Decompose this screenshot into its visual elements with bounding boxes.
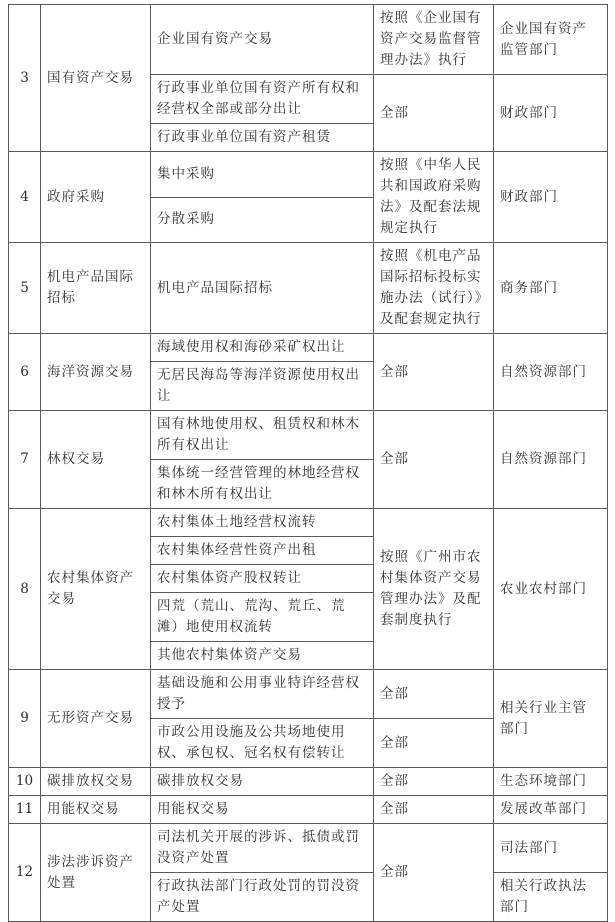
cell-department: 发展改革部门	[494, 796, 608, 824]
cell-item: 农村集体资产股权转让	[151, 565, 374, 593]
cell-item: 农村集体土地经营权流转	[151, 509, 374, 537]
cell-department: 自然资源部门	[494, 411, 608, 509]
cell-item: 碳排放权交易	[151, 768, 374, 796]
cell-category: 碳排放权交易	[41, 768, 151, 796]
cell-basis: 按照《广州市农村集体资产交易管理办法》及配套制度执行	[374, 509, 494, 670]
cell-item: 集体统一经营管理的林地经营权和林木所有权出让	[151, 460, 374, 509]
cell-item: 基础设施和公用事业特许经营权授予	[151, 670, 374, 719]
table-row	[9, 670, 608, 719]
cell-category: 无形资产交易	[41, 670, 151, 768]
table-row	[9, 334, 608, 362]
cell-department: 相关行政执法部门	[494, 873, 608, 922]
cell-basis: 全部	[374, 670, 494, 719]
table-row	[9, 796, 608, 824]
asset-transaction-table-body	[9, 5, 608, 922]
cell-department: 财政部门	[494, 75, 608, 152]
cell-row-number: 9	[9, 670, 41, 768]
cell-department: 相关行业主管部门	[494, 670, 608, 768]
cell-row-number: 12	[9, 824, 41, 922]
cell-item: 行政事业单位国有资产租赁	[151, 124, 374, 152]
cell-basis: 全部	[374, 796, 494, 824]
cell-category: 林权交易	[41, 411, 151, 509]
cell-item: 四荒（荒山、荒沟、荒丘、荒滩）地使用权流转	[151, 593, 374, 642]
cell-department: 自然资源部门	[494, 334, 608, 411]
cell-row-number: 10	[9, 768, 41, 796]
cell-basis: 全部	[374, 824, 494, 922]
cell-department: 农业农村部门	[494, 509, 608, 670]
cell-category: 国有资产交易	[41, 5, 151, 152]
cell-department: 财政部门	[494, 152, 608, 243]
cell-item: 行政事业单位国有资产所有权和经营权全部或部分出让	[151, 75, 374, 124]
table-row	[9, 411, 608, 460]
cell-row-number: 5	[9, 243, 41, 334]
cell-category: 农村集体资产交易	[41, 509, 151, 670]
cell-basis: 全部	[374, 75, 494, 152]
cell-item: 海域使用权和海砂采矿权出让	[151, 334, 374, 362]
cell-row-number: 8	[9, 509, 41, 670]
cell-category: 海洋资源交易	[41, 334, 151, 411]
table-row	[9, 5, 608, 75]
cell-item: 其他农村集体资产交易	[151, 642, 374, 670]
cell-category: 机电产品国际招标	[41, 243, 151, 334]
cell-department: 企业国有资产监管部门	[494, 5, 608, 75]
cell-item: 市政公用设施及公共场地使用权、承包权、冠名权有偿转让	[151, 719, 374, 768]
cell-item: 农村集体经营性资产出租	[151, 537, 374, 565]
cell-category: 涉法涉诉资产处置	[41, 824, 151, 922]
cell-basis: 全部	[374, 411, 494, 509]
cell-row-number: 7	[9, 411, 41, 509]
cell-item: 国有林地使用权、租赁权和林木所有权出让	[151, 411, 374, 460]
cell-department: 司法部门	[494, 824, 608, 873]
cell-row-number: 11	[9, 796, 41, 824]
cell-department: 商务部门	[494, 243, 608, 334]
cell-basis: 全部	[374, 768, 494, 796]
cell-category: 政府采购	[41, 152, 151, 243]
cell-basis: 按照《机电产品国际招标投标实施办法（试行）》及配套规定执行	[374, 243, 494, 334]
cell-basis: 按照《中华人民共和国政府采购法》及配套法规规定执行	[374, 152, 494, 243]
cell-item: 无居民海岛等海洋资源使用权出让	[151, 362, 374, 411]
table-row	[9, 509, 608, 537]
table-row	[9, 152, 608, 198]
cell-item: 企业国有资产交易	[151, 5, 374, 75]
cell-basis: 全部	[374, 719, 494, 768]
table-row	[9, 768, 608, 796]
cell-row-number: 6	[9, 334, 41, 411]
cell-row-number: 4	[9, 152, 41, 243]
table-row	[9, 824, 608, 873]
table-row	[9, 243, 608, 334]
cell-item: 行政执法部门行政处罚的罚没资产处置	[151, 873, 374, 922]
cell-category: 用能权交易	[41, 796, 151, 824]
cell-item: 分散采购	[151, 197, 374, 243]
cell-row-number: 3	[9, 5, 41, 152]
cell-item: 机电产品国际招标	[151, 243, 374, 334]
cell-basis: 全部	[374, 334, 494, 411]
cell-department: 生态环境部门	[494, 768, 608, 796]
cell-item: 用能权交易	[151, 796, 374, 824]
cell-item: 司法机关开展的涉诉、抵债或罚没资产处置	[151, 824, 374, 873]
cell-item: 集中采购	[151, 152, 374, 198]
asset-transaction-table	[8, 4, 608, 922]
cell-basis: 按照《企业国有资产交易监督管理办法》执行	[374, 5, 494, 75]
